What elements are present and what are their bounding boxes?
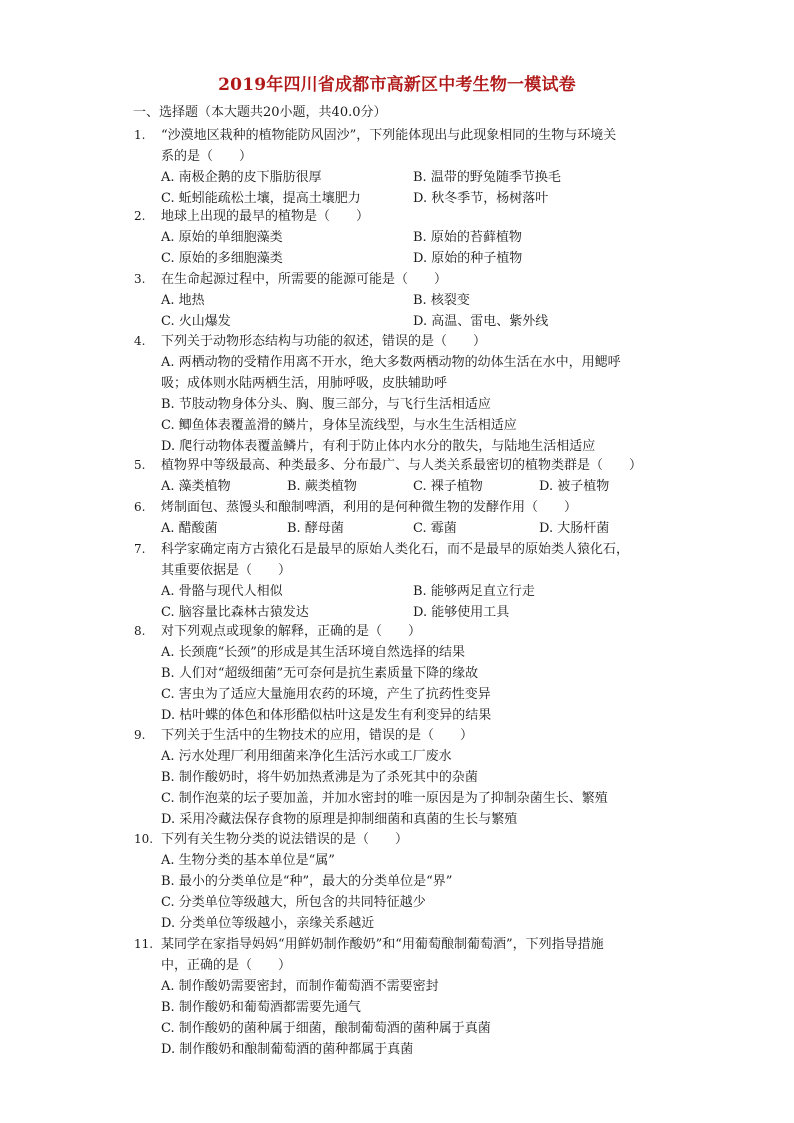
question-number: 3. [134,272,146,286]
page-title: 2019年四川省成都市高新区中考生物一模试卷 [218,75,576,95]
stem-line: 下列关于动物形态结构与功能的叙述，错误的是（ ） [161,334,487,349]
stem-line: 下列关于生活中的生物技术的应用，错误的是（ ） [161,728,474,743]
option-d[interactable]: D. 制作酸奶和酿制葡萄酒的菌种都属于真菌 [161,1042,414,1057]
option-a[interactable]: A. 长颈鹿“长颈”的形成是其生活环境自然选择的结果 [161,645,465,660]
options [161,746,694,830]
stem-line: 地球上出现的最早的植物是（ ） [161,209,370,224]
option-c[interactable]: C. 害虫为了适应大量施用农药的环境，产生了抗药性变异 [161,687,491,702]
question-stem [161,125,694,167]
question-4 [134,331,694,457]
question-number: 7. [134,542,146,556]
option-b[interactable]: B. 能够两足直立行走 [413,584,535,599]
option-c[interactable]: C. 鲫鱼体表覆盖滑的鳞片，身体呈流线型，与水生生活相适应 [161,418,517,433]
question-stem [161,269,694,290]
options [161,642,694,726]
option-a[interactable]: A. 藻类植物 [161,479,231,494]
question-5 [134,455,694,497]
option-b[interactable]: B. 节肢动物身体分头、胸、腹三部分，与飞行生活相适应 [161,397,491,412]
option-b[interactable]: B. 制作酸奶时，将牛奶加热煮沸是为了杀死其中的杂菌 [161,770,478,785]
option-a[interactable]: A. 骨骼与现代人相似 [161,584,283,599]
question-stem [161,455,694,476]
option-a[interactable]: A. 南极企鹅的皮下脂肪很厚 [161,170,322,185]
options [161,850,694,934]
question-2 [134,206,694,269]
section-heading: 一、选择题（本大题共20小题，共40.0分） [133,105,387,120]
options [161,976,694,1060]
question-stem [161,331,694,352]
option-d[interactable]: D. 采用冷藏法保存食物的原理是抑制细菌和真菌的生长与繁殖 [161,812,518,827]
option-a[interactable]: A. 生物分类的基本单位是“属” [161,853,335,868]
option-d[interactable]: D. 能够使用工具 [413,605,510,620]
option-c[interactable]: C. 裸子植物 [413,479,483,494]
option-b[interactable]: B. 最小的分类单位是“种”，最大的分类单位是“界” [161,874,453,889]
option-d[interactable]: D. 大肠杆菌 [539,521,610,536]
options [161,167,694,209]
option-c[interactable]: C. 原始的多细胞藻类 [161,251,283,266]
option-d[interactable]: D. 分类单位等级越小，亲缘关系越近 [161,916,375,931]
question-8 [134,621,694,726]
option-d[interactable]: D. 秋冬季节，杨树落叶 [413,191,549,206]
question-6 [134,497,694,539]
question-stem [161,725,694,746]
question-number: 4. [134,334,146,348]
question-9 [134,725,694,830]
option-a[interactable]: A. 地热 [161,293,205,308]
option-a[interactable]: A. 污水处理厂利用细菌来净化生活污水或工厂废水 [161,749,452,764]
options [161,290,694,332]
stem-line: 植物界中等级最高、种类最多、分布最广、与人类关系最密切的植物类群是（ ） [161,458,643,473]
option-b[interactable]: B. 人们对“超级细菌”无可奈何是抗生素质量下降的缘故 [161,666,479,681]
option-c[interactable]: C. 蚯蚓能疏松土壤，提高土壤肥力 [161,191,361,206]
stem-line: 系的是（ ） [161,149,253,164]
question-number: 11. [134,937,154,951]
question-stem [161,621,694,642]
question-number: 9. [134,728,146,742]
option-a-cont: 吸；成体则水陆两栖生活，用肺呼吸，皮肤辅助呼 [161,376,448,391]
stem-line: 对下列观点或现象的解释，正确的是（ ） [161,624,422,639]
option-b[interactable]: B. 蕨类植物 [287,479,357,494]
question-stem [161,934,694,976]
option-b[interactable]: B. 核裂变 [413,293,470,308]
options [161,227,694,269]
question-stem [161,497,694,518]
option-b[interactable]: B. 酵母菌 [287,521,344,536]
stem-line: 在生命起源过程中，所需要的能源可能是（ ） [161,272,448,287]
option-a[interactable]: A. 制作酸奶需要密封，而制作葡萄酒不需要密封 [161,979,439,994]
question-number: 8. [134,624,146,638]
option-a[interactable]: A. 两栖动物的受精作用离不开水，绝大多数两栖动物的幼体生活在水中，用鳃呼 [161,355,621,370]
option-d[interactable]: D. 爬行动物体表覆盖鳞片，有利于防止体内水分的散失，与陆地生活相适应 [161,439,596,454]
options [161,476,694,497]
option-c[interactable]: C. 制作酸奶的菌种属于细菌，酿制葡萄酒的菌种属于真菌 [161,1021,491,1036]
option-c[interactable]: C. 脑容量比森林古猿发达 [161,605,309,620]
option-d[interactable]: D. 原始的种子植物 [413,251,523,266]
question-stem [161,206,694,227]
stem-line: 科学家确定南方古猿化石是最早的原始人类化石，而不是最早的原始类人猿化石， [161,542,630,557]
question-10 [134,829,694,934]
options [161,352,694,457]
option-b[interactable]: B. 温带的野兔随季节换毛 [413,170,561,185]
option-a[interactable]: A. 醋酸菌 [161,521,218,536]
stem-line: 某同学在家指导妈妈“用鲜奶制作酸奶”和“用葡萄酿制葡萄酒”，下列指导措施 [161,937,604,952]
option-d[interactable]: D. 枯叶蝶的体色和体形酷似枯叶这是发生有利变异的结果 [161,708,492,723]
option-d[interactable]: D. 被子植物 [539,479,610,494]
question-stem [161,829,694,850]
question-number: 2. [134,209,146,223]
question-3 [134,269,694,332]
question-number: 1. [134,128,146,142]
option-b[interactable]: B. 制作酸奶和葡萄酒都需要先通气 [161,1000,361,1015]
stem-line: “沙漠地区栽种的植物能防风固沙”，下列能体现出与此现象相同的生物与环境关 [161,128,617,143]
stem-line: 烤制面包、蒸馒头和酿制啤酒，利用的是何种微生物的发酵作用（ ） [161,500,578,515]
question-number: 6. [134,500,146,514]
option-c[interactable]: C. 制作泡菜的坛子要加盖，并加水密封的唯一原因是为了抑制杂菌生长、繁殖 [161,791,608,806]
question-number: 5. [134,458,146,472]
question-7 [134,539,694,623]
option-b[interactable]: B. 原始的苔藓植物 [413,230,522,245]
question-11 [134,934,694,1060]
question-stem [161,539,694,581]
stem-line: 中，正确的是（ ） [161,958,292,973]
option-c[interactable]: C. 霉菌 [413,521,457,536]
question-number: 10. [134,832,154,846]
option-c[interactable]: C. 火山爆发 [161,314,231,329]
question-1 [134,125,694,209]
options [161,518,694,539]
option-a[interactable]: A. 原始的单细胞藻类 [161,230,283,245]
options [161,581,694,623]
option-c[interactable]: C. 分类单位等级越大，所包含的共同特征越少 [161,895,426,910]
option-d[interactable]: D. 高温、雷电、紫外线 [413,314,549,329]
stem-line: 下列有关生物分类的说法错误的是（ ） [161,832,409,847]
stem-line: 其重要依据是（ ） [161,563,292,578]
